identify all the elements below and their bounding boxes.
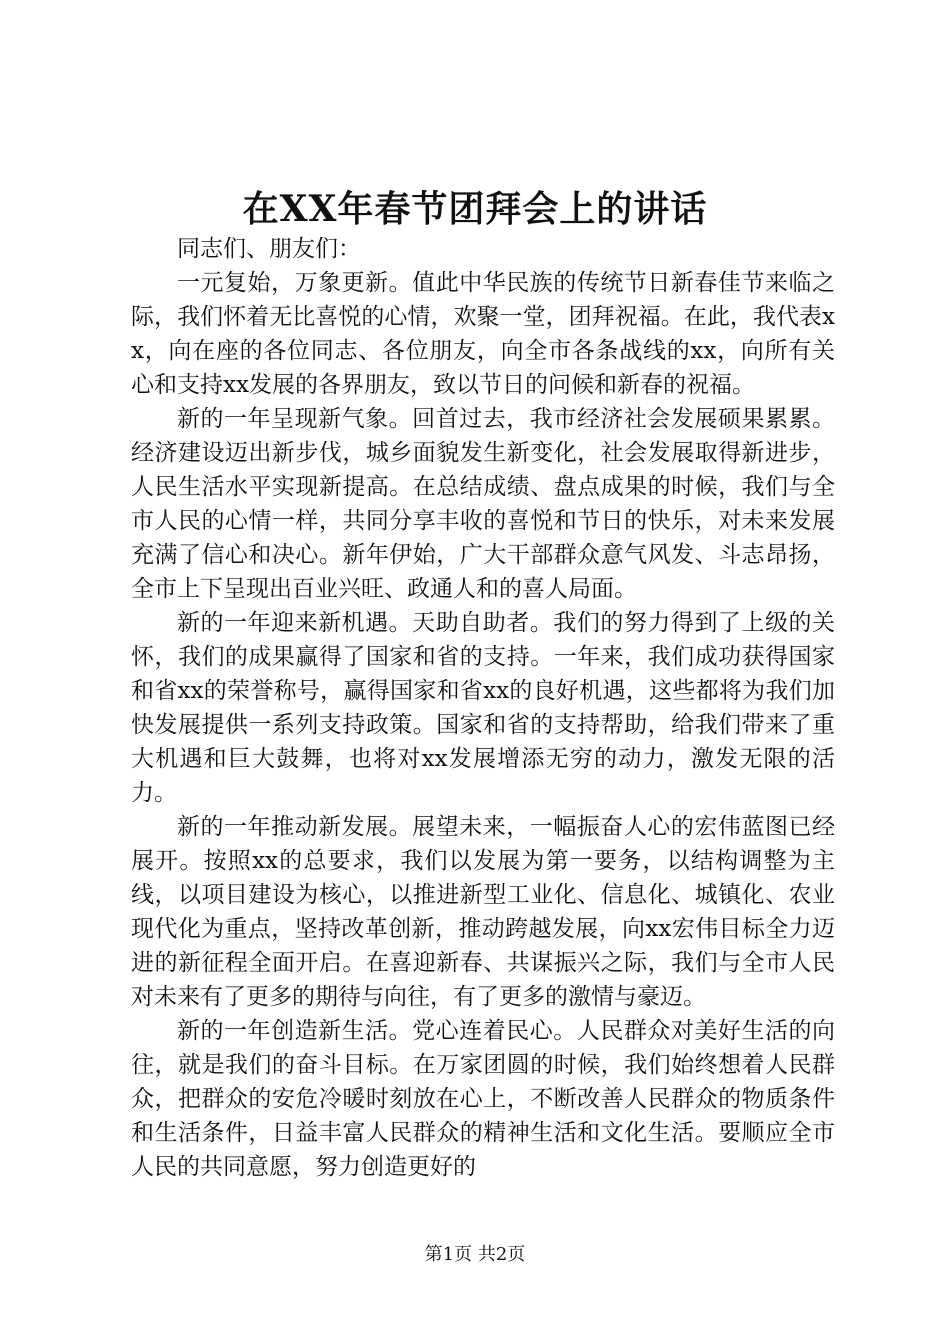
body-paragraph: 一元复始，万象更新。值此中华民族的传统节日新春佳节来临之际，我们怀着无比喜悦的心情，欢聚一堂，团拜祝福。在此，我代表xx，向在座的各位同志、各位朋友，向全市各条战线的xx，向所有关心和支持xx发展的各界朋友，致以节日的问候和新春的祝福。 (131, 270, 835, 398)
body-paragraph: 新的一年迎来新机遇。天助自助者。我们的努力得到了上级的关怀，我们的成果赢得了国家和省的支持。一年来，我们成功获得国家和省xx的荣誉称号，赢得国家和省xx的良好机遇，这些都将为我们加快发展提供一系列支持政策。国家和省的支持帮助，给我们带来了重大机遇和巨大鼓舞，也将对xx发展增添无穷的动力，激发无限的活力。 (131, 610, 835, 806)
document-title: 在XX年春节团拜会上的讲话 (242, 188, 708, 230)
document-body (131, 232, 835, 1184)
body-paragraph: 新的一年创造新生活。党心连着民心。人民群众对美好生活的向往，就是我们的奋斗目标。在万家团圆的时候，我们始终想着人民群众，把群众的安危冷暖时刻放在心上，不断改善人民群众的物质条件和生活条件，日益丰富人民群众的精神生活和文化生活。要顺应全市人民的共同意愿，努力创造更好的 (131, 1018, 835, 1180)
body-paragraph: 新的一年推动新发展。展望未来，一幅振奋人心的宏伟蓝图已经展开。按照xx的总要求，我们以发展为第一要务，以结构调整为主线，以项目建设为核心，以推进新型工业化、信息化、城镇化、农业现代化为重点，坚持改革创新，推动跨越发展，向xx宏伟目标全力迈进的新征程全面开启。在喜迎新春、共谋振兴之际，我们与全市人民对未来有了更多的期待与向往，有了更多的激情与豪迈。 (131, 814, 835, 1010)
salutation-paragraph: 同志们、朋友们： (177, 236, 361, 262)
body-paragraph: 新的一年呈现新气象。回首过去，我市经济社会发展硕果累累。经济建设迈出新步伐，城乡面貌发生新变化，社会发展取得新进步，人民生活水平实现新提高。在总结成绩、盘点成果的时候，我们与全市人民的心情一样，共同分享丰收的喜悦和节日的快乐，对未来发展充满了信心和决心。新年伊始，广大干部群众意气风发、斗志昂扬，全市上下呈现出百业兴旺、政通人和的喜人局面。 (131, 406, 835, 602)
page-number-footer: 第1页 共2页 (424, 1244, 526, 1265)
